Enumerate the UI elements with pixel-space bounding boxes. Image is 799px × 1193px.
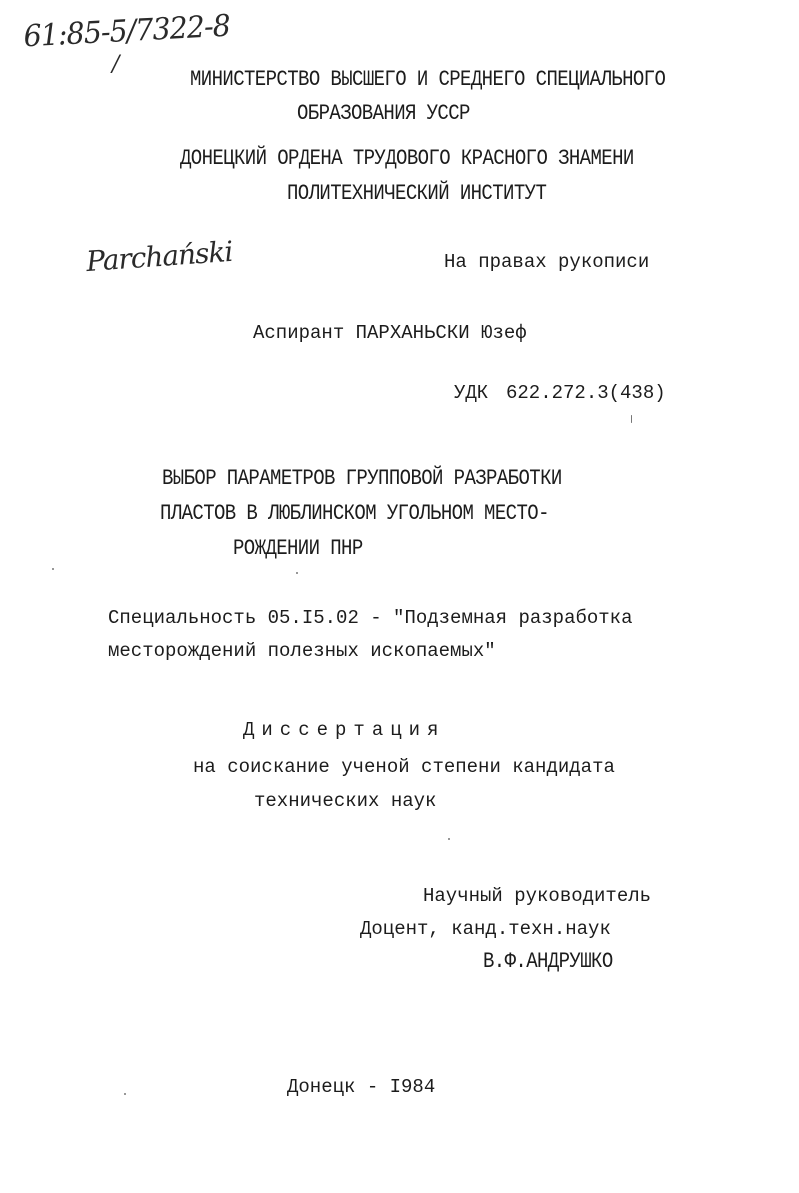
scan-speck bbox=[52, 568, 54, 570]
ministry-line-2: ОБРАЗОВАНИЯ УССР bbox=[297, 100, 470, 126]
supervisor-degree: Доцент, канд.техн.наук bbox=[360, 918, 611, 940]
scan-speck bbox=[296, 572, 298, 574]
rights-note: На правах рукописи bbox=[444, 251, 650, 273]
signature: Parchański bbox=[85, 234, 234, 279]
title-line-3: РОЖДЕНИИ ПНР bbox=[233, 535, 363, 561]
scan-speck bbox=[631, 415, 632, 423]
author: Аспирант ПАРХАНЬСКИ Юзеф bbox=[253, 322, 527, 344]
archive-mark: 61:85-5/7322-8 bbox=[22, 8, 231, 55]
archive-mark-tick: / bbox=[112, 52, 120, 77]
specialty-line-2: месторождений полезных ископаемых" bbox=[108, 640, 496, 662]
udc-code: 622.272.3(438) bbox=[506, 382, 666, 404]
institute-line-2: ПОЛИТЕХНИЧЕСКИЙ ИНСТИТУТ bbox=[287, 180, 547, 206]
udc-label: УДК bbox=[454, 382, 489, 404]
specialty-line-1: Специальность 05.I5.02 - "Подземная разработка bbox=[108, 607, 633, 629]
dissertation-heading: Диссертация bbox=[243, 719, 446, 741]
supervisor-name: В.Ф.АНДРУШКО bbox=[483, 948, 613, 974]
dissertation-line-2: технических наук bbox=[254, 790, 437, 812]
footer-city-year: Донецк - I984 bbox=[287, 1076, 436, 1098]
title-line-1: ВЫБОР ПАРАМЕТРОВ ГРУППОВОЙ РАЗРАБОТКИ bbox=[162, 465, 562, 491]
scan-speck bbox=[448, 838, 450, 840]
title-line-2: ПЛАСТОВ В ЛЮБЛИНСКОМ УГОЛЬНОМ МЕСТО- bbox=[160, 500, 549, 526]
dissertation-line-1: на соискание ученой степени кандидата bbox=[193, 756, 615, 778]
scan-speck bbox=[124, 1093, 126, 1095]
ministry-line-1: МИНИСТЕРСТВО ВЫСШЕГО И СРЕДНЕГО СПЕЦИАЛЬНОГО bbox=[190, 66, 666, 92]
supervisor-role: Научный руководитель bbox=[423, 885, 652, 907]
institute-line-1: ДОНЕЦКИЙ ОРДЕНА ТРУДОВОГО КРАСНОГО ЗНАМЕНИ bbox=[180, 145, 634, 171]
